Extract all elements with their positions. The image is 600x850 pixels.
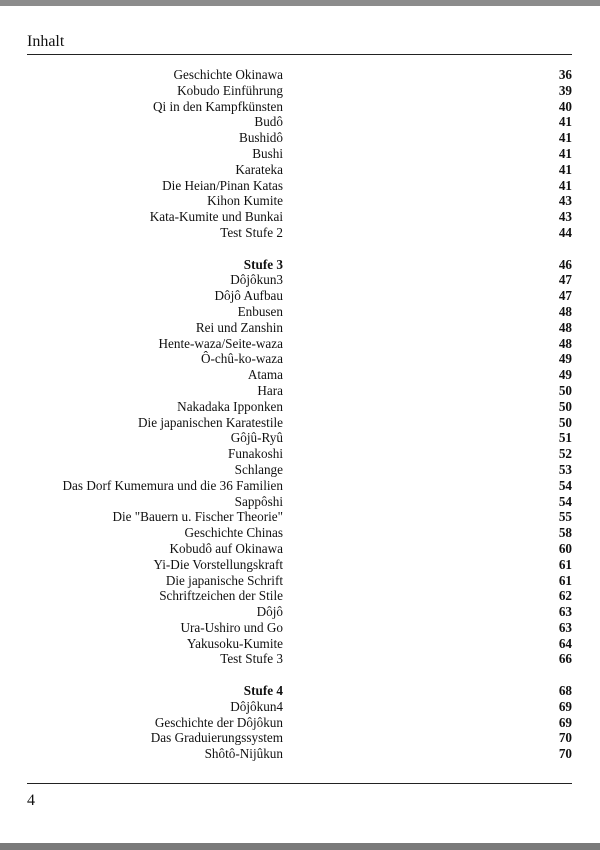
toc-entry-page-number: 62	[558, 588, 572, 604]
toc-entry-page-number: 47	[558, 272, 572, 288]
toc-entry	[27, 399, 572, 415]
toc-entry-title: Rei und Zanshin	[195, 319, 283, 335]
toc-entry-page-number: 64	[558, 635, 572, 651]
toc-entry-page-number: 50	[558, 398, 572, 414]
toc-entry	[27, 114, 572, 130]
toc-entry-title: Geschichte Okinawa	[173, 67, 283, 82]
toc-entry-page-number: 70	[558, 746, 572, 762]
toc-entry-page-number: 43	[558, 209, 572, 225]
toc-entry-page-number: 66	[558, 651, 572, 667]
toc-entry-title: Stufe 4	[243, 683, 283, 699]
toc-entry	[27, 272, 572, 288]
toc-entry	[27, 509, 572, 525]
toc-entry-title: Die Heian/Pinan Katas	[162, 177, 283, 193]
toc-entry-page-number: 49	[558, 351, 572, 367]
toc-entry-page-number: 69	[558, 698, 572, 714]
page-number: 4	[27, 792, 35, 809]
toc-entry-title: Qi in den Kampfkünsten	[152, 98, 283, 114]
toc-entry-page-number: 50	[558, 414, 572, 430]
toc-entry	[27, 193, 572, 209]
toc-entry	[27, 478, 572, 494]
window-bottom-edge	[0, 843, 600, 850]
toc-entry-page-number: 40	[558, 98, 572, 114]
toc-entry	[27, 746, 572, 762]
toc-entry	[27, 525, 572, 541]
toc-section-heading	[27, 257, 572, 273]
toc-entry-page-number: 41	[558, 177, 572, 193]
toc-entry	[27, 367, 572, 383]
toc-entry-page-number: 48	[558, 319, 572, 335]
toc-entry-title: Schriftzeichen der Stile	[159, 588, 283, 604]
toc-entry-page-number: 43	[558, 193, 572, 209]
toc-entry	[27, 130, 572, 146]
toc-entry	[27, 351, 572, 367]
toc-entry-page-number: 61	[558, 572, 572, 588]
toc-entry-page-number: 48	[558, 335, 572, 351]
toc-entry-title: Bushi	[252, 145, 283, 161]
toc-entry	[27, 620, 572, 636]
toc-entry-page-number: 63	[558, 604, 572, 620]
toc-entry-title: Shôtô-Nijûkun	[204, 746, 283, 762]
toc-entry-title: Gôjû-Ryû	[230, 430, 283, 446]
toc-entry-title: Dôjô	[256, 604, 283, 620]
toc-entry-title: Nakadaka Ipponken	[177, 398, 283, 414]
toc-entry	[27, 83, 572, 99]
toc-entry	[27, 446, 572, 462]
toc-entry-title: Test Stufe 3	[220, 651, 283, 667]
toc-entry-title: Ô-chû-ko-waza	[200, 351, 283, 367]
toc-entry-page-number: 60	[558, 540, 572, 556]
toc-section-heading	[27, 683, 572, 699]
toc-entry-title: Das Dorf Kumemura und die 36 Familien	[62, 477, 283, 493]
toc-entry-title: Yi-Die Vorstellungskraft	[153, 556, 283, 572]
toc-entry-page-number: 61	[558, 556, 572, 572]
toc-entry	[27, 494, 572, 510]
toc-entry	[27, 604, 572, 620]
toc-entry	[27, 573, 572, 589]
toc-entry-page-number: 49	[558, 367, 572, 383]
toc-entry	[27, 225, 572, 241]
toc-entry-page-number: 63	[558, 619, 572, 635]
toc-entry-page-number: 47	[558, 288, 572, 304]
toc-entry-title: Dôjôkun3	[230, 272, 283, 288]
toc-entry-title: Hente-waza/Seite-waza	[158, 335, 283, 351]
toc-entry-page-number: 54	[558, 493, 572, 509]
table-of-contents	[27, 67, 572, 762]
toc-entry-title: Die japanischen Karatestile	[138, 414, 283, 430]
toc-entry-title: Kobudo Einführung	[177, 82, 283, 98]
toc-entry-title: Funakoshi	[228, 446, 283, 462]
header-divider	[27, 54, 572, 55]
toc-entry-title: Ura-Ushiro und Go	[180, 619, 283, 635]
toc-entry	[27, 588, 572, 604]
toc-entry-page-number: 69	[558, 714, 572, 730]
toc-entry	[27, 730, 572, 746]
toc-entry-title: Hara	[257, 382, 283, 398]
toc-entry	[27, 699, 572, 715]
toc-entry-title: Kobudô auf Okinawa	[169, 540, 283, 556]
toc-entry	[27, 415, 572, 431]
toc-entry-title: Kata-Kumite und Bunkai	[149, 209, 283, 225]
toc-entry	[27, 146, 572, 162]
toc-entry-title: Sappôshi	[234, 493, 283, 509]
page-header-title: Inhalt	[27, 33, 65, 50]
toc-entry-page-number: 41	[558, 145, 572, 161]
toc-entry-title: Budô	[254, 114, 283, 130]
toc-entry	[27, 67, 572, 83]
toc-entry-page-number: 55	[558, 509, 572, 525]
toc-entry	[27, 715, 572, 731]
toc-entry-title: Geschichte Chinas	[184, 525, 283, 541]
toc-entry	[27, 430, 572, 446]
toc-entry-page-number: 50	[558, 382, 572, 398]
toc-entry-page-number: 58	[558, 525, 572, 541]
toc-entry-page-number: 68	[558, 683, 572, 699]
toc-entry-title: Karateka	[235, 161, 283, 177]
toc-entry-title: Stufe 3	[243, 256, 283, 272]
toc-entry-title: Die "Bauern u. Fischer Theorie"	[112, 509, 283, 525]
toc-entry-page-number: 70	[558, 730, 572, 746]
toc-entry	[27, 462, 572, 478]
toc-entry-page-number: 52	[558, 446, 572, 462]
toc-entry	[27, 178, 572, 194]
toc-entry-title: Die japanische Schrift	[165, 572, 283, 588]
window-top-edge	[0, 0, 600, 6]
toc-entry	[27, 99, 572, 115]
toc-entry	[27, 383, 572, 399]
toc-entry-page-number: 41	[558, 161, 572, 177]
toc-entry-page-number: 41	[558, 114, 572, 130]
toc-entry-title: Schlange	[234, 461, 283, 477]
toc-entry	[27, 541, 572, 557]
toc-entry-page-number: 48	[558, 303, 572, 319]
toc-entry	[27, 557, 572, 573]
toc-entry-title: Enbusen	[237, 303, 283, 319]
toc-entry-page-number: 54	[558, 477, 572, 493]
toc-entry	[27, 320, 572, 336]
toc-entry-title: Dôjô Aufbau	[214, 288, 283, 304]
toc-entry-title: Kihon Kumite	[207, 193, 283, 209]
toc-entry-title: Das Graduierungssystem	[150, 730, 283, 746]
toc-entry	[27, 651, 572, 667]
toc-entry-title: Atama	[247, 367, 283, 383]
toc-entry	[27, 162, 572, 178]
toc-entry-title: Dôjôkun4	[230, 698, 283, 714]
toc-entry	[27, 336, 572, 352]
toc-entry-title: Geschichte der Dôjôkun	[154, 714, 283, 730]
toc-entry	[27, 304, 572, 320]
toc-entry-page-number: 51	[558, 430, 572, 446]
toc-entry-page-number: 41	[558, 130, 572, 146]
toc-entry	[27, 288, 572, 304]
toc-entry-title: Yakusoku-Kumite	[186, 635, 283, 651]
toc-entry-title: Bushidô	[239, 130, 283, 146]
footer-divider	[27, 783, 572, 784]
toc-entry-page-number: 39	[558, 82, 572, 98]
toc-entry-page-number: 44	[558, 224, 572, 240]
toc-entry-page-number: 36	[558, 67, 572, 82]
toc-entry	[27, 636, 572, 652]
toc-entry-page-number: 46	[558, 256, 572, 272]
toc-entry-page-number: 53	[558, 461, 572, 477]
toc-entry-title: Test Stufe 2	[220, 224, 283, 240]
toc-entry	[27, 209, 572, 225]
